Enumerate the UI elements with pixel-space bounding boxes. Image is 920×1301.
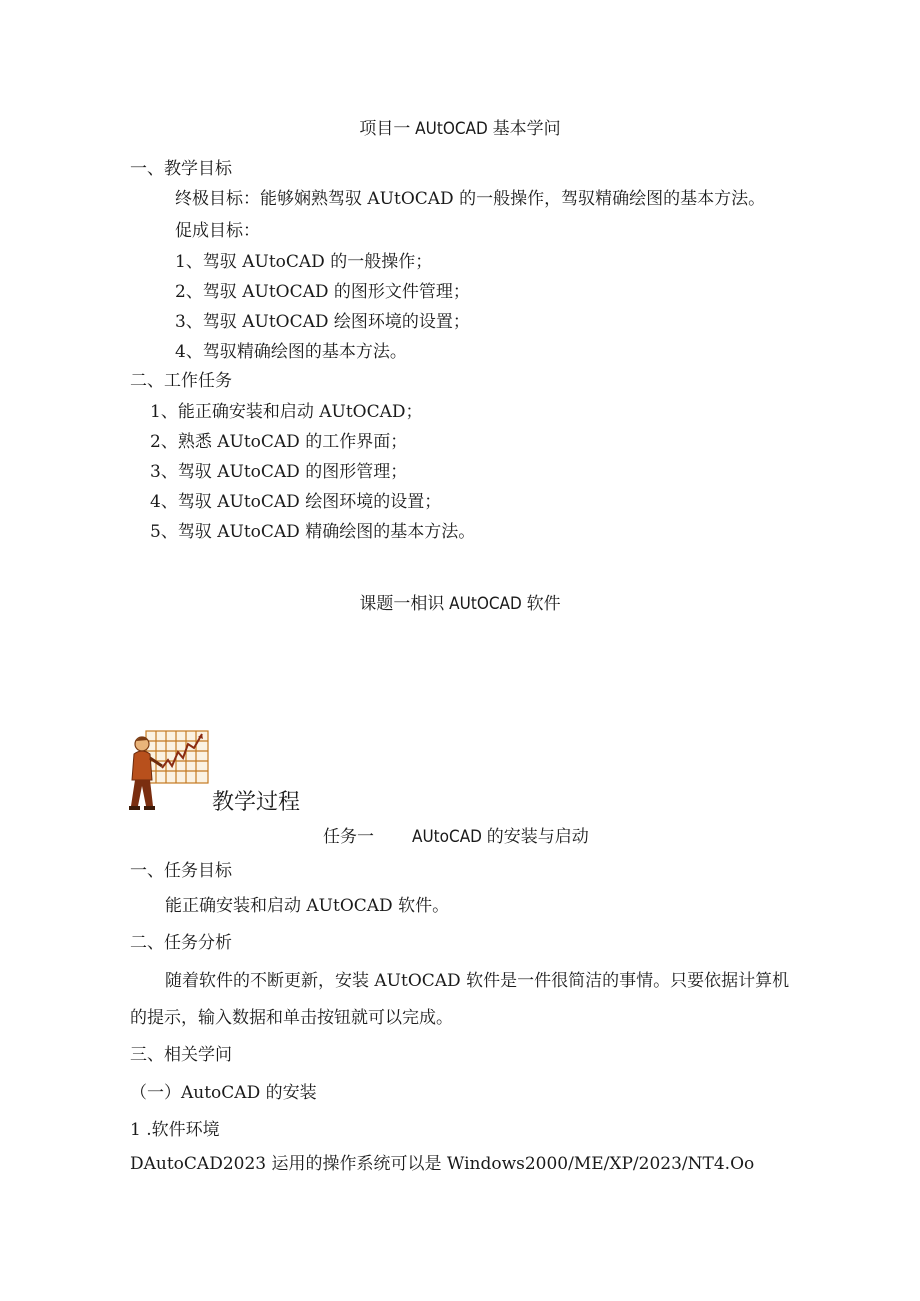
task1-analysis-paragraph-line: 的提示，输入数据和单击按钮就可以完成。 [130, 1008, 453, 1028]
task1-label: 任务一 [323, 827, 374, 847]
section-heading-teaching-goals: 一、教学目标 [130, 159, 232, 179]
project-title: 项目一 AUtOCAD 基本学问 [359, 119, 561, 139]
final-goal-text: 终极目标：能够娴熟驾驭 AUtOCAD 的一般操作，驾驭精确绘图的基本方法。 [175, 189, 766, 209]
task-item: 5、驾驭 AUtoCAD 精确绘图的基本方法。 [150, 522, 476, 542]
sub-goal-label: 促成目标： [175, 221, 260, 241]
task1-analysis-paragraph-line: 随着软件的不断更新，安装 AUtOCAD 软件是一件很简洁的事情。只要依据计算机 [165, 971, 790, 991]
sub-goal-item: 4、驾驭精确绘图的基本方法。 [175, 342, 407, 362]
lesson-title: 课题一相识 AUtOCAD 软件 [359, 594, 561, 614]
teaching-process-heading: 教学过程 [212, 790, 301, 815]
task-item: 1、能正确安装和启动 AUtOCAD； [150, 402, 423, 422]
section-heading-work-tasks: 二、工作任务 [130, 371, 232, 391]
sub-goal-item: 3、驾驭 AUtOCAD 绘图环境的设置； [175, 312, 470, 332]
install-subheading: （一）AutoCAD 的安装 [130, 1083, 317, 1103]
sub-goal-item: 1、驾驭 AUtoCAD 的一般操作； [175, 252, 433, 272]
software-env-heading: 1 .软件环境 [130, 1120, 220, 1140]
task1-title: AUtoCAD 的安装与启动 [412, 827, 589, 847]
sub-goal-item: 2、驾驭 AUtOCAD 的图形文件管理； [175, 282, 470, 302]
task1-knowledge-heading: 三、相关学问 [130, 1045, 232, 1065]
task1-analysis-heading: 二、任务分析 [130, 933, 232, 953]
task-item: 2、熟悉 AUtoCAD 的工作界面； [150, 432, 408, 452]
task-item: 3、驾驭 AUtoCAD 的图形管理； [150, 462, 408, 482]
presenter-chart-illustration [128, 728, 212, 812]
software-env-text: DAutoCAD2023 运用的操作系统可以是 Windows2000/ME/XP/2023/NT4.Oo [130, 1154, 755, 1174]
task1-goal-heading: 一、任务目标 [130, 861, 232, 881]
task-item: 4、驾驭 AUtoCAD 绘图环境的设置； [150, 492, 442, 512]
task1-goal-text: 能正确安装和启动 AUtOCAD 软件。 [165, 896, 450, 916]
